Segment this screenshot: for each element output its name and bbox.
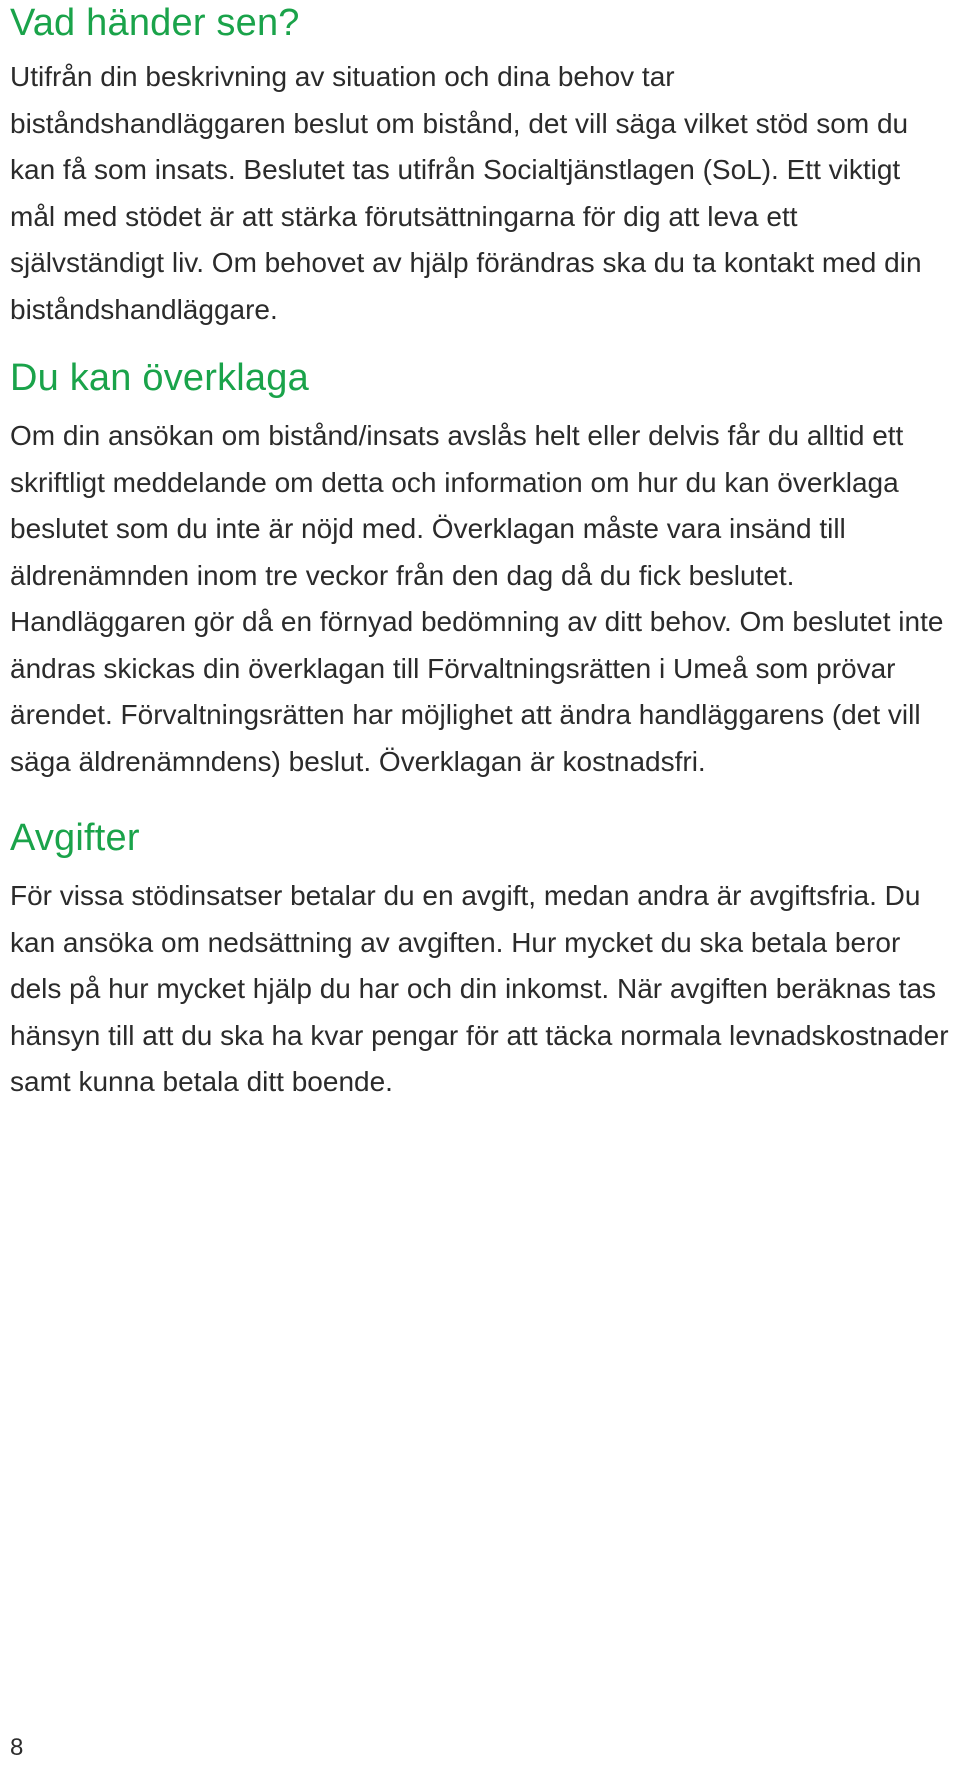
section-paragraph-avgifter: För vissa stödinsatser betalar du en avgift, medan andra är avgiftsfria. Du kan ansöka om nedsättning av avgiften. Hur mycket du ska betala beror dels på hur mycket hjälp du har och din inkomst. När avgiften beräknas tas hänsyn till att du ska ha kvar pengar för att täcka normala levnadskostnader samt kunna betala ditt boende.	[10, 880, 949, 1097]
document-page	[10, 0, 950, 1106]
section-paragraph-vad-hander-sen: Utifrån din beskrivning av situation och dina behov tar biståndshandläggaren beslut om bistånd, det vill säga vilket stöd som du kan få som insats. Beslutet tas utifrån Socialtjänstlagen (SoL). Ett viktigt mål med stödet är att stärka förutsättningarna för dig att leva ett självständigt liv. Om behovet av hjälp förändras ska du ta kontakt med din biståndshandläggare.	[10, 61, 922, 325]
section-heading-du-kan-overklaga: Du kan överklaga	[10, 357, 309, 399]
page-number: 8	[10, 1734, 24, 1761]
section-heading-avgifter: Avgifter	[10, 817, 140, 859]
section-heading-vad-hander-sen: Vad händer sen?	[10, 2, 300, 44]
section-paragraph-du-kan-overklaga: Om din ansökan om bistånd/insats avslås helt eller delvis får du alltid ett skriftligt meddelande om detta och information om hur du kan överklaga beslutet som du inte är nöjd med. Överklagan måste vara insänd till äldrenämnden inom tre veckor från den dag då du fick beslutet. Handläggaren gör då en förnyad bedömning av ditt behov. Om beslutet inte ändras skickas din överklagan till Förvaltningsrätten i Umeå som prövar ärendet. Förvaltningsrätten har möjlighet att ändra handläggarens (det vill säga äldrenämndens) beslut. Överklagan är kostnadsfri.	[10, 420, 944, 777]
